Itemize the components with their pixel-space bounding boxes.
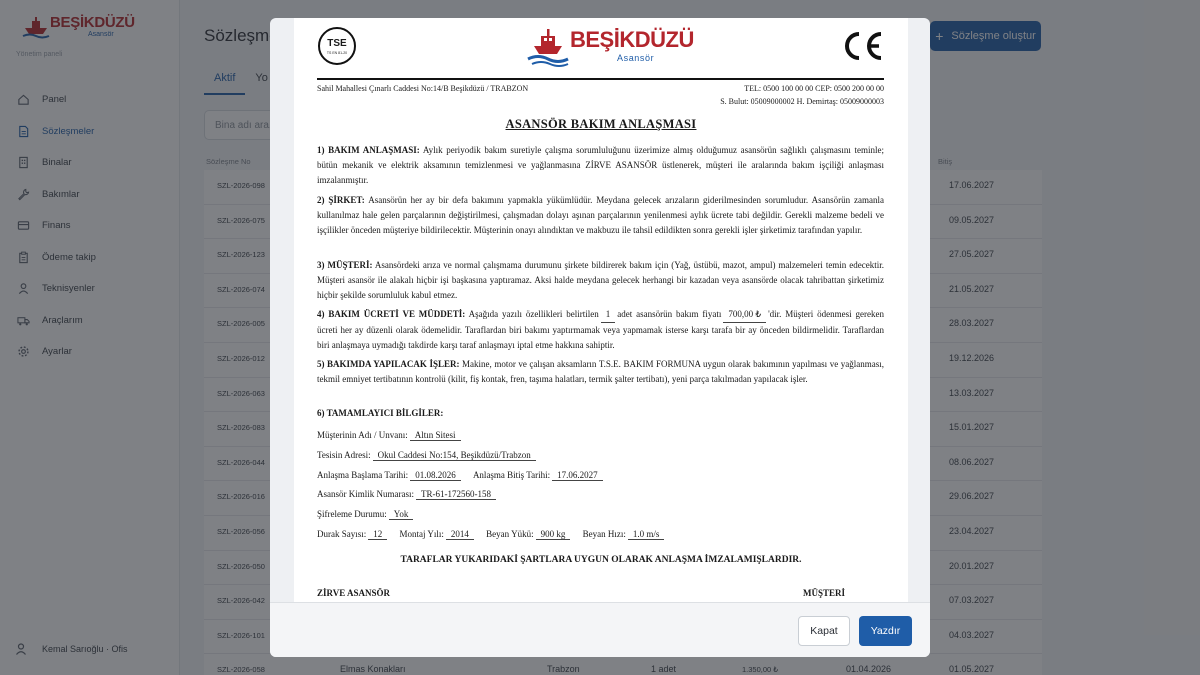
tse-seal [318,27,356,65]
signature-company: ZİRVE ASANSÖR [317,588,390,598]
facility-value: Okul Caddesi No:154, Beşikdüzü/Trabzon [373,450,536,461]
section-4-text-b: adet asansörün bakım fiyatı [617,309,722,319]
section-3-heading: 3) MÜŞTERİ: [317,260,373,270]
rated-speed-label: Beyan Hızı: [582,529,626,539]
maintenance-fee: 700,00 ₺ [723,307,766,323]
section-5-heading: 5) BAKIMDA YAPILACAK İŞLER: [317,359,460,369]
stops-label: Durak Sayısı: [317,529,367,539]
elevator-count: 1 [601,307,616,323]
signature-customer: MÜŞTERİ [803,588,846,598]
facility-row [317,450,538,461]
close-button[interactable]: Kapat [798,616,850,646]
start-date-label: Anlaşma Başlama Tarihi: [317,470,409,480]
section-2-text: Asansörün her ay bir defa bakımını yapmakla yükümlüdür. Meydana gelecek arızaların giderilmesinden sorumludur. Asansörün zamanla kullanılmaz hale gelen parçalarının değiştirilmesi, çalışmadan dolayı aşınan parçalarının yenilenmesi aylık ücrete tabi değildir. Gerekli malzeme bedeli ve işçilikler önceden müşteriye bildirilecektir. Müşterinin onayı alındıktan ve makbuzu ile tahsil edildikten sonra gerekli işler şirketimiz tarafından yapılır. [317,195,884,235]
company-logo [526,24,694,68]
document-title: ASANSÖR BAKIM ANLAŞMASI [505,117,697,131]
section-5-text: Makine, motor ve çalışan aksamların T.S.E. BAKIM FORMUNA uygun olarak bakımının yapılması ve yağlanması, tekmil emniyet tertibatının kontrolü (kilit, fiş kontak, fren, taşıma halatları, termik şalter tertibatı), yeni parça takılmadan yapılacak işler. [317,359,884,384]
section-3-text: Asansördeki arıza ve normal çalışmama durumunu şirkete bildirerek bakım için (Yağ, üstübü, mazot, ampul) malzemeleri temin edecektir. Müşteri asansör ile alakalı hiçbir işi başkasına yaptıramaz. Aksi halde meydana gelecek herhangi bir kazadan veya asansörde olacak tahribattan şirketimiz hiçbir şekilde sorumluluk kabul etmez. [317,260,884,300]
tse-code: TS EN 81-20 [326,51,348,55]
section-1-heading: 1) BAKIM ANLAŞMASI: [317,145,420,155]
customer-value: Altın Sitesi [410,430,461,441]
section-1 [317,143,884,188]
header-divider [317,78,884,80]
logo-sub: Asansör [617,53,655,63]
section-1-text: Aylık periyodik bakım suretiyle çalışma sorumluluğunu üzerimize almış olduğumuz asansörün sağlıklı çalışmasını teminle; bütün mekanik ve elektrik aksamının temizlenmesi ve yağlanmasına ZİRVE ASANSÖR üstlenerek, müşteri ile aralarında bakım işçiliği anlaşması imzalanmıştır. [317,145,884,185]
company-staff-phones: S. Bulut: 05009000002 H. Demirtaş: 05009000003 [720,97,884,106]
install-year-value: 2014 [446,529,474,540]
tse-label: TSE [327,38,347,49]
stops-value: 12 [368,529,387,540]
section-4-heading: 4) BAKIM ÜCRETİ VE MÜDDETİ: [317,309,466,319]
end-date-value: 17.06.2027 [552,470,603,481]
logo-name: BEŞİKDÜZÜ [570,27,694,52]
company-address: Sahil Mahallesi Çınarlı Caddesi No:14/B Beşikdüzü / TRABZON [317,84,529,93]
contract-preview-modal [270,18,930,657]
end-date-label: Anlaşma Bitiş Tarihi: [472,470,551,480]
dates-row [317,470,605,481]
customer-label: Müşterinin Adı / Unvanı: [317,430,408,440]
elevator-id-row [317,489,498,500]
print-button[interactable]: Yazdır [859,616,912,646]
section-4 [317,307,884,353]
section-4-text-c: 'dir. Müşteri ödenmesi gereken ücreti her ay düzenli olarak ödemelidir. Taraflardan biri bakımı yaptırmamak veya yapmamak isterse karşı tarafa bir ay önceden bildirmelidir. Taraflardan biri anlaşmaya uymadığı takdirde karşı taraf anlaşmayı iptal etme hakkına sahiptir. [317,309,885,350]
start-date-value: 01.08.2026 [410,470,461,481]
section-2-heading: 2) ŞİRKET: [317,195,365,205]
encryption-value: Yok [389,509,414,520]
section-5 [317,357,884,387]
modal-footer [270,602,930,657]
closing-statement: TARAFLAR YUKARIDAKİ ŞARTLARA UYGUN OLARAK ANLAŞMA İMZALAMIŞLARDIR. [400,555,802,565]
encryption-row [317,509,415,520]
company-phones: TEL: 0500 100 00 00 CEP: 0500 200 00 00 [744,84,884,93]
rated-speed-value: 1.0 m/s [628,529,665,540]
specs-row [317,529,666,540]
elevator-id-label: Asansör Kimlik Numarası: [317,489,414,499]
elevator-id-value: TR-61-172560-158 [416,489,496,500]
section-3 [317,258,884,303]
section-4-text-a: Aşağıda yazılı özellikleri belirtilen [465,309,599,319]
ship-logo-icon [526,24,570,68]
rated-load-value: 900 kg [536,529,571,540]
ce-mark-icon [840,30,884,62]
customer-row [317,430,463,441]
install-year-label: Montaj Yılı: [399,529,444,539]
rated-load-label: Beyan Yükü: [486,529,534,539]
encryption-label: Şifreleme Durumu: [317,509,387,519]
contract-document [294,18,908,602]
document-scroll-area[interactable] [270,18,930,602]
section-6-heading: 6) TAMAMLAYICI BİLGİLER: [317,408,444,418]
facility-label: Tesisin Adresi: [317,450,371,460]
section-2 [317,193,884,238]
